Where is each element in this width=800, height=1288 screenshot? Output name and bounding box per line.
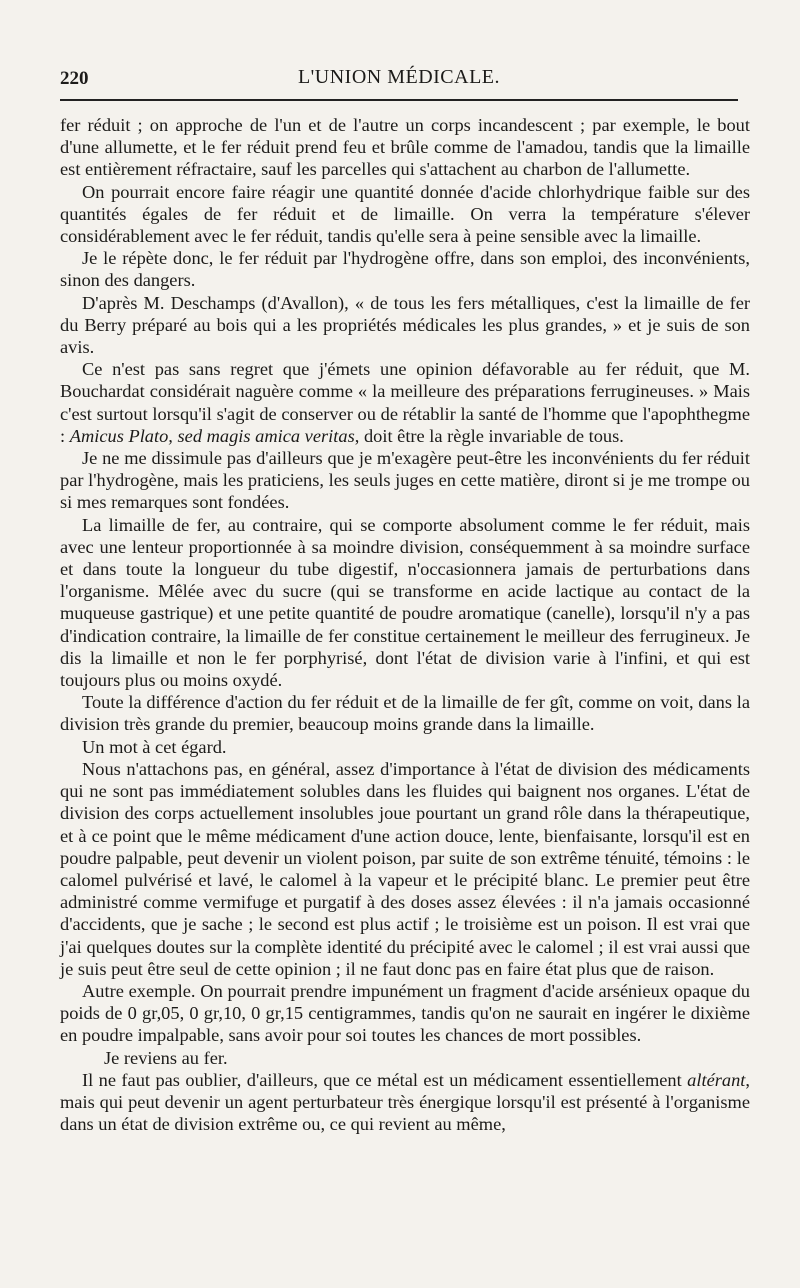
paragraph-text: Autre exemple. On pourrait prendre impunément un fragment d'acide arsénieux opaque du poids de 0 gr,05, 0 gr,10, 0 gr,15 centigrammes, tandis qu'on ne saurait en ingérer le dixième en poudre impalpable, sans avoir pour soi toutes les chances de mort possibles.: [60, 980, 750, 1046]
page-number: 220: [60, 68, 89, 89]
paragraph-9: [60, 736, 750, 758]
paragraph-5: [60, 358, 750, 447]
paragraph-text: La limaille de fer, au contraire, qui se comporte absolument comme le fer réduit, mais avec une lenteur proportionnée à sa moindre division, conséquemment à sa moindre surface et dans toute la longueur du tube digestif, n'occasionnera jamais de perturbations dans l'organisme. Mêlée avec du sucre (qui se transforme en acide lactique au contact de la muqueuse gastrique) et une petite quantité de poudre aromatique (canelle), lorsqu'il n'y a pas d'indication contraire, la limaille de fer constitue certainement le meilleur des ferrugineux. Je dis la limaille et non le fer porphyrisé, dont l'état de division varie à l'infini, et qui est toujours plus ou moins oxydé.: [60, 514, 750, 691]
paragraph-text: On pourrait encore faire réagir une quantité donnée d'acide chlorhydrique faible sur des quantités égales de fer réduit et de limaille. On verra la température s'élever considérablement avec le fer réduit, tandis qu'elle sera à peine sensible avec la limaille.: [60, 181, 750, 247]
paragraph-text: Il ne faut pas oublier, d'ailleurs, que ce métal est un médicament essentiellement: [82, 1069, 688, 1090]
paragraph-text: Toute la différence d'action du fer réduit et de la limaille de fer gît, comme on voit, dans la division très grande du premier, beaucoup moins grande dans la limaille.: [60, 692, 750, 735]
paragraph-text: fer réduit ; on approche de l'un et de l'autre un corps incandescent ; par exemple, le bout d'une allumette, et le fer réduit prend feu et brûle comme de l'amadou, tandis que la limaille est entièrement réfractaire, sauf les parcelles qui s'attachent au charbon de l'allumette.: [60, 115, 750, 180]
paragraph-text: Je reviens au fer.: [104, 1047, 228, 1068]
paragraph-8: [60, 691, 750, 735]
paragraph-text: Je le répète donc, le fer réduit par l'hydrogène offre, dans son emploi, des inconvénients, sinon des dangers.: [60, 248, 750, 291]
paragraph-4: [60, 292, 750, 359]
paragraph-text: Je ne me dissimule pas d'ailleurs que je m'exagère peut-être les inconvénients du fer réduit par l'hydrogène, mais les praticiens, les seuls juges en cette matière, diront si je me trompe ou si mes remarques sont fondées.: [60, 448, 750, 513]
paragraph-12: [60, 1047, 750, 1069]
paragraph-13: [60, 1069, 750, 1136]
paragraph-text: Un mot à cet égard.: [82, 736, 227, 757]
paragraph-text: , mais qui peut devenir un agent perturbateur très énergique lorsqu'il est présenté à l'organisme dans un état de division extrême ou, ce qui revient au même,: [60, 1069, 750, 1135]
paragraph-text: Ce n'est pas sans regret que j'émets une opinion défavorable au fer réduit, que M. Bouchardat considérait naguère comme « la meilleure des préparations ferrugineuses. » Mais c'est surtout lorsqu'il s'agit de conserver ou de rétablir la santé de l'homme que l'apophthegme :: [60, 359, 750, 446]
paragraph-3: [60, 247, 750, 291]
paragraph-10: [60, 758, 750, 980]
running-title: L'UNION MÉDICALE.: [297, 66, 501, 88]
paragraph-text: Nous n'attachons pas, en général, assez d'importance à l'état de division des médicaments qui ne sont pas immédiatement solubles dans les fluides qui baignent nos organes. L'état de division des corps actuellement insolubles joue pourtant un grand rôle dans la thérapeutique, et à ce point que le même médicament d'une action douce, lente, bienfaisante, lorsqu'il est en poudre palpable, peut devenir un violent poison, par suite de son extrême ténuité, témoins : le calomel pulvérisé et lavé, le calomel à la vapeur et le précipité blanc. Le premier peut être administré comme vermifuge et purgatif à des doses assez élevées : il n'a jamais occasionné d'accidents, que je sache ; le second est plus actif ; le troisième est un poison. Il est vrai que j'ai quelques doutes sur la complète identité du précipité avec le calomel ; il est vrai aussi que je suis peut être seul de cette opinion ; il ne faut donc pas en faire état plus que de raison.: [60, 758, 750, 979]
paragraph-1: [60, 114, 750, 181]
paragraph-11: [60, 980, 750, 1047]
paragraph-text: D'après M. Deschamps (d'Avallon), « de tous les fers métalliques, c'est la limaille de fer du Berry préparé au bois qui a les propriétés médicales les plus grandes, » et je suis de son avis.: [60, 292, 750, 358]
running-header: [60, 62, 738, 96]
article-body: [60, 114, 750, 1135]
paragraph-2: [60, 181, 750, 248]
paragraph-6: [60, 447, 750, 514]
italic-term: altérant: [687, 1069, 746, 1090]
latin-quote: Amicus Plato, sed magis amica veritas: [69, 425, 355, 446]
paragraph-text: , doit être la règle invariable de tous.: [354, 425, 624, 446]
paragraph-7: [60, 514, 750, 692]
header-rule: [60, 99, 738, 101]
